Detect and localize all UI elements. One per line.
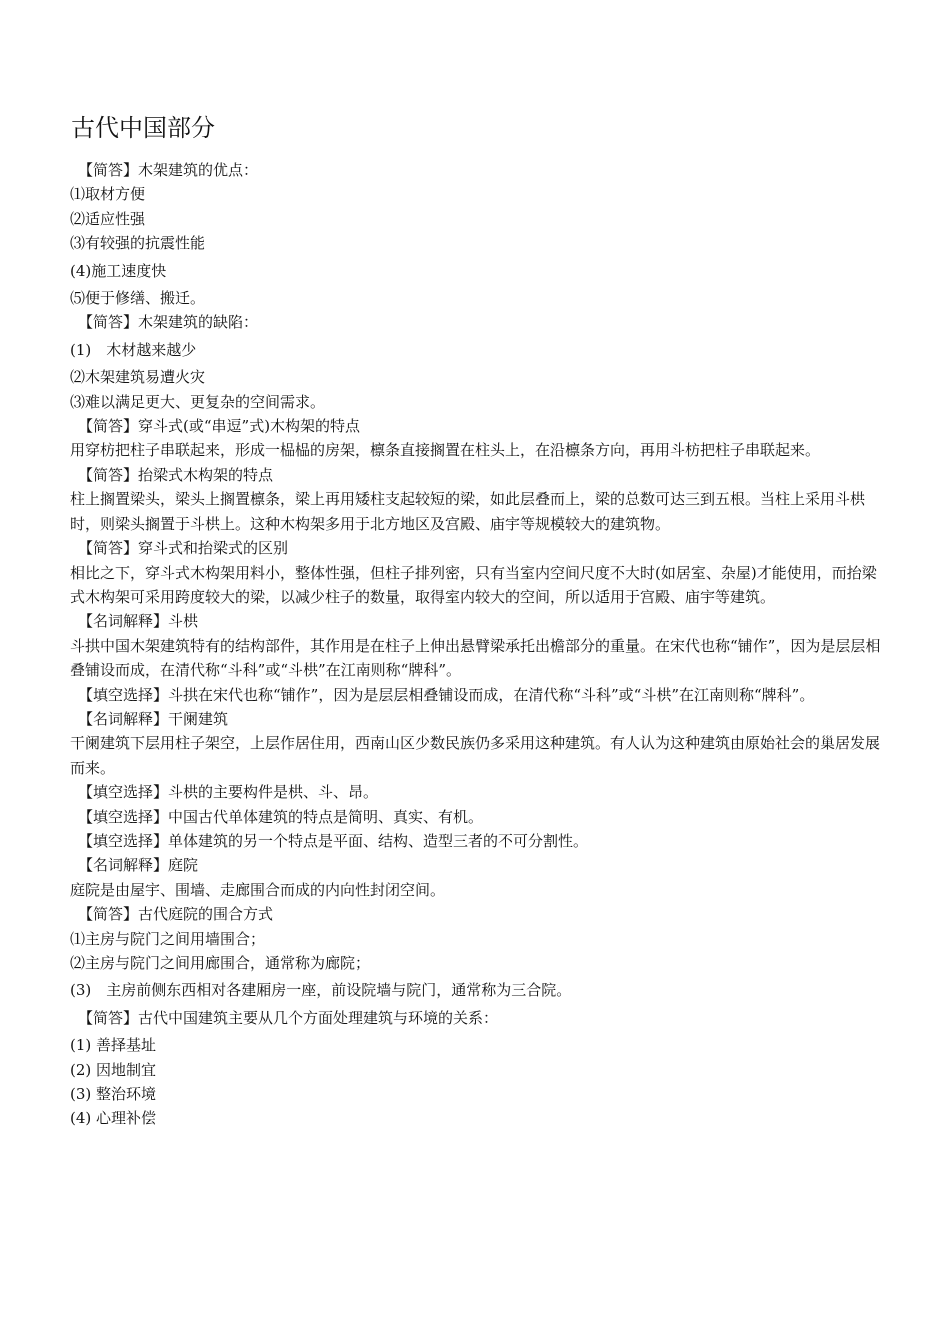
list-item: (1) 善择基址 [70,1036,157,1055]
question-heading: 【填空选择】斗栱的主要构件是栱、斗、昂。 [78,783,379,802]
question-heading: 【填空选择】单体建筑的另一个特点是平面、结构、造型三者的不可分割性。 [78,831,589,850]
answer-paragraph: 庭院是由屋宇、围墙、走廊围合而成的内向性封闭空间。 [70,880,446,899]
answer-paragraph: 相比之下，穿斗式木构架用料小，整体性强，但柱子排列密，只有当室内空间尺度不大时(如居室、杂屋)才能使用，而抬梁式木构架可采用跨度较大的梁，以减少柱子的数量，取得室内较大的空间，所以适用于宫殿、庙宇等建筑。 [70,563,877,606]
question-heading: 【简答】木架建筑的缺陷： [78,313,259,332]
list-item: ⑸便于修缮、搬迁。 [70,289,206,308]
answer-paragraph: 干阑建筑下层用柱子架空，上层作居住用，西南山区少数民族仍多采用这种建筑。有人认为这种建筑由原始社会的巢居发展而来。 [70,734,881,777]
list-item: ⑴取材方便 [70,185,146,204]
list-item: ⑵主房与院门之间用廊围合，通常称为廊院； [70,954,371,972]
list-item: ⑵适应性强 [70,209,146,228]
list-item: ⑵木架建筑易遭火灾 [70,368,206,387]
answer-paragraph: 柱上搁置梁头，梁头上搁置檩条，梁上再用矮柱支起较短的梁，如此层叠而上，梁的总数可达三到五根。当柱上采用斗栱时，则梁头搁置于斗栱上。这种木构架多用于北方地区及宫殿、庙宇等规模较大的建筑物。 [70,490,866,533]
list-item: (2) 因地制宜 [70,1060,157,1079]
question-heading: 【名词解释】庭院 [78,856,199,875]
answer-paragraph: 斗拱中国木架建筑特有的结构部件，其作用是在柱子上伸出悬臂梁承托出檐部分的重量。在宋代也称“铺作”，因为是层层相叠铺设而成，在清代称“斗科”或“斗栱”在江南则称“牌科”。 [70,636,881,680]
question-heading: 【名词解释】斗栱 [78,612,199,631]
question-heading: 【填空选择】斗拱在宋代也称“铺作”，因为是层层相叠铺设而成，在清代称“斗科”或“斗栱”在江南则称“牌科”。 [78,685,815,704]
question-heading: 【简答】穿斗式和抬梁式的区别 [78,539,289,558]
question-heading: 【简答】木架建筑的优点： [78,161,259,179]
question-heading: 【简答】古代中国建筑主要从几个方面处理建筑与环境的关系： [78,1008,499,1027]
list-item: (3) 主房前侧东西相对各建厢房一座，前设院墙与院门，通常称为三合院。 [70,981,572,1000]
question-heading: 【简答】穿斗式(或“串逗”式)木构架的特点 [78,417,361,436]
list-item: ⑶难以满足更大、更复杂的空间需求。 [70,392,326,411]
list-item: (1) 木材越来越少 [70,340,197,359]
question-heading: 【名词解释】干阑建筑 [78,709,229,728]
list-item: ⑴主房与院门之间用墙围合； [70,929,266,948]
list-item: (3) 整治环境 [70,1085,157,1104]
question-heading: 【简答】古代庭院的围合方式 [78,905,274,924]
list-item: ⑶有较强的抗震性能 [70,234,206,253]
document-body [70,158,882,1131]
question-heading: 【填空选择】中国古代单体建筑的特点是简明、真实、有机。 [78,807,484,826]
answer-paragraph: 用穿枋把柱子串联起来，形成一榀榀的房架，檩条直接搁置在柱头上，在沿檩条方向，再用斗枋把柱子串联起来。 [70,441,821,460]
question-heading: 【简答】抬梁式木构架的特点 [78,465,274,484]
list-item: (4)施工速度快 [70,261,167,280]
list-item: (4) 心理补偿 [70,1109,157,1128]
page-title: 古代中国部分 [71,114,215,142]
